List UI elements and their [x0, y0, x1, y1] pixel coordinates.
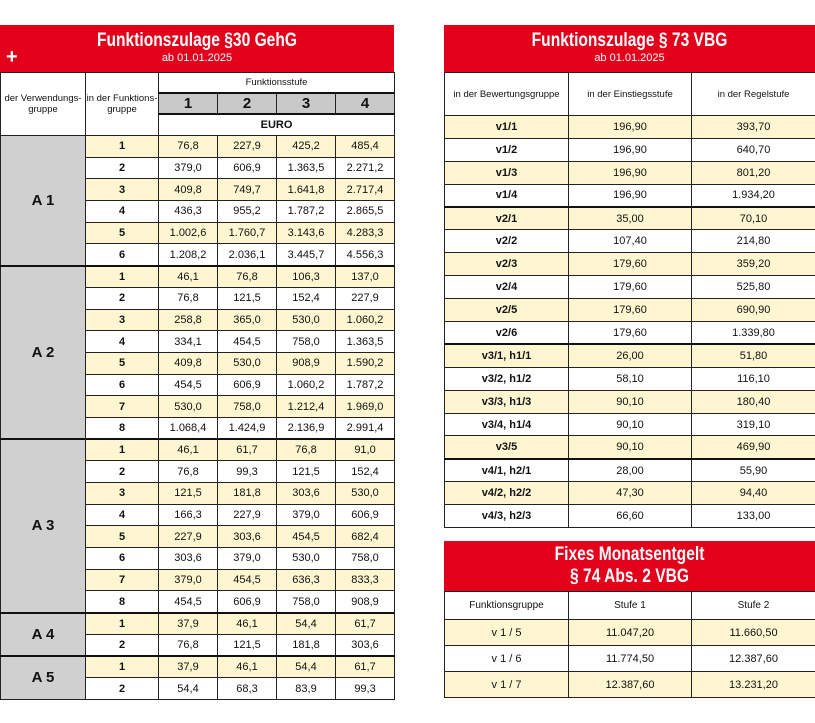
table-row — [445, 620, 815, 646]
plus-icon: + — [6, 46, 18, 68]
value-cell: 227,9 — [218, 136, 277, 158]
value-cell: 196,90 — [569, 184, 692, 207]
value-cell: 179,60 — [569, 276, 692, 299]
value-cell: 70,10 — [692, 207, 815, 230]
funktionsgruppe-cell: 5 — [86, 352, 159, 374]
value-cell: 1.002,6 — [159, 222, 218, 244]
table-row — [1, 656, 395, 678]
value-cell: 303,6 — [159, 548, 218, 570]
value-cell: 37,9 — [159, 656, 218, 678]
value-cell: 90,10 — [569, 436, 692, 459]
value-cell: 76,8 — [159, 634, 218, 656]
value-cell: 76,8 — [218, 266, 277, 288]
bewertungsgruppe-cell: v2/6 — [445, 322, 569, 345]
group-label: A 1 — [1, 136, 86, 266]
table-row — [445, 672, 815, 698]
bewertungsgruppe-cell: v1/4 — [445, 184, 569, 207]
value-cell: 319,10 — [692, 413, 815, 436]
funktionsgruppe-cell: v 1 / 7 — [445, 672, 569, 698]
bewertungsgruppe-cell: v2/2 — [445, 230, 569, 253]
value-cell: 908,9 — [277, 352, 336, 374]
value-cell: 94,40 — [692, 482, 815, 505]
value-cell: 1.590,2 — [336, 352, 395, 374]
value-cell: 180,40 — [692, 390, 815, 413]
value-cell: 1.060,2 — [277, 374, 336, 396]
value-cell: 1.424,9 — [218, 417, 277, 439]
value-cell: 46,1 — [218, 613, 277, 635]
value-cell: 379,0 — [159, 157, 218, 179]
funktionsgruppe-cell: 3 — [86, 483, 159, 505]
value-cell: 359,20 — [692, 253, 815, 276]
value-cell: 121,5 — [159, 483, 218, 505]
value-cell: 227,9 — [159, 526, 218, 548]
vbg-header — [444, 25, 815, 72]
col-bewertungsgruppe: in der Bewertungsgruppe — [445, 73, 569, 116]
group-label: A 4 — [1, 613, 86, 656]
bewertungsgruppe-cell: v2/3 — [445, 253, 569, 276]
value-cell: 379,0 — [218, 548, 277, 570]
value-cell: 227,9 — [336, 287, 395, 309]
bewertungsgruppe-cell: v1/2 — [445, 138, 569, 161]
value-cell: 758,0 — [218, 396, 277, 418]
value-cell: 758,0 — [336, 548, 395, 570]
vbg-title: Funktionszulage § 73 VBG — [531, 30, 728, 51]
table-row — [445, 344, 815, 367]
value-cell: 1.641,8 — [277, 179, 336, 201]
value-cell: 66,60 — [569, 505, 692, 528]
table-row — [445, 184, 815, 207]
fixes-table — [444, 591, 815, 698]
fixes-panel — [444, 541, 815, 698]
value-cell: 758,0 — [277, 591, 336, 613]
gehg-body — [1, 136, 395, 700]
value-cell: 116,10 — [692, 367, 815, 390]
value-cell: 106,3 — [277, 266, 336, 288]
value-cell: 606,9 — [218, 157, 277, 179]
value-cell: 133,00 — [692, 505, 815, 528]
funktionsgruppe-cell: 1 — [86, 613, 159, 635]
gehg-subtitle: ab 01.01.2025 — [161, 52, 233, 64]
bewertungsgruppe-cell: v1/1 — [445, 116, 569, 139]
value-cell: 525,80 — [692, 276, 815, 299]
value-cell: 425,2 — [277, 136, 336, 158]
value-cell: 908,9 — [336, 591, 395, 613]
col-funktionsgruppe-fixes: Funktionsgruppe — [445, 592, 569, 620]
funktionsgruppe-cell: 8 — [86, 591, 159, 613]
table-row — [445, 207, 815, 230]
value-cell: 393,70 — [692, 116, 815, 139]
group-label: A 3 — [1, 439, 86, 613]
value-cell: 530,0 — [218, 352, 277, 374]
table-row — [1, 136, 395, 158]
value-cell: 1.934,20 — [692, 184, 815, 207]
funktionsgruppe-cell: 7 — [86, 569, 159, 591]
funktionsgruppe-cell: 4 — [86, 504, 159, 526]
value-cell: 485,4 — [336, 136, 395, 158]
value-cell: 54,4 — [159, 678, 218, 700]
value-cell: 90,10 — [569, 390, 692, 413]
value-cell: 2.865,5 — [336, 201, 395, 223]
value-cell: 121,5 — [277, 461, 336, 483]
value-cell: 13.231,20 — [692, 672, 815, 698]
funktionsgruppe-cell: 5 — [86, 526, 159, 548]
value-cell: 46,1 — [159, 439, 218, 461]
value-cell: 1.969,0 — [336, 396, 395, 418]
bewertungsgruppe-cell: v3/4, h1/4 — [445, 413, 569, 436]
table-row — [1, 439, 395, 461]
fixes-body — [445, 620, 815, 698]
bewertungsgruppe-cell: v4/1, h2/1 — [445, 459, 569, 482]
value-cell: 91,0 — [336, 439, 395, 461]
fixes-title-1: Fixes Monatsentgelt — [554, 544, 705, 565]
value-cell: 409,8 — [159, 352, 218, 374]
gehg-table — [0, 72, 395, 700]
value-cell: 258,8 — [159, 309, 218, 331]
table-row — [445, 459, 815, 482]
table-row — [445, 299, 815, 322]
value-cell: 76,8 — [159, 287, 218, 309]
value-cell: 179,60 — [569, 299, 692, 322]
funktionsgruppe-cell: 4 — [86, 331, 159, 353]
value-cell: 179,60 — [569, 322, 692, 345]
vbg-body — [445, 116, 815, 528]
value-cell: 121,5 — [218, 287, 277, 309]
value-cell: 179,60 — [569, 253, 692, 276]
col-regelstufe: in der Regelstufe — [692, 73, 815, 116]
value-cell: 2.271,2 — [336, 157, 395, 179]
value-cell: 28,00 — [569, 459, 692, 482]
value-cell: 1.787,2 — [277, 201, 336, 223]
value-cell: 690,90 — [692, 299, 815, 322]
value-cell: 3.445,7 — [277, 244, 336, 266]
value-cell: 61,7 — [336, 656, 395, 678]
stufe-4-header: 4 — [336, 93, 395, 114]
funktionsgruppe-cell: 8 — [86, 417, 159, 439]
bewertungsgruppe-cell: v3/1, h1/1 — [445, 344, 569, 367]
value-cell: 640,70 — [692, 138, 815, 161]
value-cell: 181,8 — [218, 483, 277, 505]
value-cell: 379,0 — [159, 569, 218, 591]
value-cell: 2.991,4 — [336, 417, 395, 439]
bewertungsgruppe-cell: v3/3, h1/3 — [445, 390, 569, 413]
value-cell: 46,1 — [218, 656, 277, 678]
vbg-panel — [444, 25, 815, 528]
value-cell: 152,4 — [336, 461, 395, 483]
col-funktionsgruppe: in der Funktions-gruppe — [86, 73, 159, 136]
value-cell: 530,0 — [277, 309, 336, 331]
table-row — [1, 613, 395, 635]
value-cell: 758,0 — [277, 331, 336, 353]
funktionsgruppe-cell: 5 — [86, 222, 159, 244]
value-cell: 955,2 — [218, 201, 277, 223]
value-cell: 530,0 — [277, 548, 336, 570]
value-cell: 606,9 — [336, 504, 395, 526]
table-row — [445, 253, 815, 276]
value-cell: 682,4 — [336, 526, 395, 548]
value-cell: 99,3 — [218, 461, 277, 483]
bewertungsgruppe-cell: v2/4 — [445, 276, 569, 299]
value-cell: 196,90 — [569, 138, 692, 161]
vbg-subtitle: ab 01.01.2025 — [594, 52, 665, 64]
funktionsgruppe-cell: 6 — [86, 244, 159, 266]
value-cell: 801,20 — [692, 161, 815, 184]
value-cell: 606,9 — [218, 374, 277, 396]
value-cell: 365,0 — [218, 309, 277, 331]
value-cell: 54,4 — [277, 656, 336, 678]
value-cell: 436,3 — [159, 201, 218, 223]
bewertungsgruppe-cell: v2/1 — [445, 207, 569, 230]
funktionsgruppe-cell: 1 — [86, 656, 159, 678]
table-row — [1, 266, 395, 288]
value-cell: 37,9 — [159, 613, 218, 635]
col-verwendungsgruppe: der Verwendungs-gruppe — [1, 73, 86, 136]
value-cell: 99,3 — [336, 678, 395, 700]
stufe-1-header: 1 — [159, 93, 218, 114]
value-cell: 90,10 — [569, 413, 692, 436]
value-cell: 1.339,80 — [692, 322, 815, 345]
value-cell: 11.660,50 — [692, 620, 815, 646]
gehg-header — [0, 25, 394, 72]
value-cell: 530,0 — [159, 396, 218, 418]
value-cell: 166,3 — [159, 504, 218, 526]
funktionsgruppe-cell: 4 — [86, 201, 159, 223]
value-cell: 61,7 — [218, 439, 277, 461]
value-cell: 196,90 — [569, 116, 692, 139]
value-cell: 2.717,4 — [336, 179, 395, 201]
funktionsgruppe-cell: 7 — [86, 396, 159, 418]
value-cell: 83,9 — [277, 678, 336, 700]
value-cell: 303,6 — [336, 634, 395, 656]
table-row — [445, 367, 815, 390]
table-row — [445, 413, 815, 436]
funktionsgruppe-cell: 1 — [86, 439, 159, 461]
currency-label: EURO — [159, 114, 395, 135]
value-cell: 833,3 — [336, 569, 395, 591]
table-row — [445, 390, 815, 413]
col-einstiegsstufe: in der Einstiegsstufe — [569, 73, 692, 116]
vbg-table — [444, 72, 815, 528]
value-cell: 606,9 — [218, 591, 277, 613]
value-cell: 1.787,2 — [336, 374, 395, 396]
funktionsgruppe-cell: 1 — [86, 266, 159, 288]
bewertungsgruppe-cell: v3/2, h1/2 — [445, 367, 569, 390]
value-cell: 55,90 — [692, 459, 815, 482]
gehg-title: Funktionszulage §30 GehG — [96, 30, 297, 51]
value-cell: 47,30 — [569, 482, 692, 505]
table-row — [445, 276, 815, 299]
funktionsgruppe-cell: 6 — [86, 548, 159, 570]
value-cell: 2.036,1 — [218, 244, 277, 266]
value-cell: 2.136,9 — [277, 417, 336, 439]
funktionsgruppe-cell: 2 — [86, 678, 159, 700]
table-row — [445, 646, 815, 672]
value-cell: 227,9 — [218, 504, 277, 526]
value-cell: 1.363,5 — [336, 331, 395, 353]
funktionsgruppe-cell: 2 — [86, 634, 159, 656]
bewertungsgruppe-cell: v3/5 — [445, 436, 569, 459]
value-cell: 303,6 — [218, 526, 277, 548]
value-cell: 303,6 — [277, 483, 336, 505]
value-cell: 58,10 — [569, 367, 692, 390]
value-cell: 11.047,20 — [569, 620, 692, 646]
value-cell: 121,5 — [218, 634, 277, 656]
value-cell: 181,8 — [277, 634, 336, 656]
value-cell: 76,8 — [159, 136, 218, 158]
value-cell: 1.068,4 — [159, 417, 218, 439]
stufe-2-header: 2 — [218, 93, 277, 114]
bewertungsgruppe-cell: v4/3, h2/3 — [445, 505, 569, 528]
funktionsgruppe-cell: v 1 / 5 — [445, 620, 569, 646]
value-cell: 469,90 — [692, 436, 815, 459]
value-cell: 26,00 — [569, 344, 692, 367]
value-cell: 1.760,7 — [218, 222, 277, 244]
col-stufe-2: Stufe 2 — [692, 592, 815, 620]
table-row — [445, 322, 815, 345]
value-cell: 152,4 — [277, 287, 336, 309]
value-cell: 379,0 — [277, 504, 336, 526]
table-row — [445, 138, 815, 161]
value-cell: 68,3 — [218, 678, 277, 700]
value-cell: 454,5 — [159, 374, 218, 396]
value-cell: 1.212,4 — [277, 396, 336, 418]
value-cell: 409,8 — [159, 179, 218, 201]
funktionsgruppe-cell: 2 — [86, 157, 159, 179]
fixes-header — [444, 541, 815, 591]
value-cell: 1.060,2 — [336, 309, 395, 331]
funktionsgruppe-cell: 1 — [86, 136, 159, 158]
value-cell: 51,80 — [692, 344, 815, 367]
bewertungsgruppe-cell: v1/3 — [445, 161, 569, 184]
fixes-title-2: § 74 Abs. 2 VBG — [570, 566, 689, 587]
value-cell: 454,5 — [159, 591, 218, 613]
value-cell: 137,0 — [336, 266, 395, 288]
bewertungsgruppe-cell: v2/5 — [445, 299, 569, 322]
value-cell: 107,40 — [569, 230, 692, 253]
gehg-panel — [0, 25, 394, 700]
table-row — [445, 482, 815, 505]
col-funktionsstufe: Funktionsstufe — [159, 73, 395, 93]
value-cell: 35,00 — [569, 207, 692, 230]
value-cell: 4.556,3 — [336, 244, 395, 266]
value-cell: 46,1 — [159, 266, 218, 288]
value-cell: 1.208,2 — [159, 244, 218, 266]
value-cell: 12.387,60 — [692, 646, 815, 672]
value-cell: 454,5 — [277, 526, 336, 548]
funktionsgruppe-cell: v 1 / 6 — [445, 646, 569, 672]
value-cell: 454,5 — [218, 569, 277, 591]
funktionsgruppe-cell: 2 — [86, 287, 159, 309]
value-cell: 214,80 — [692, 230, 815, 253]
group-label: A 2 — [1, 266, 86, 440]
value-cell: 749,7 — [218, 179, 277, 201]
funktionsgruppe-cell: 2 — [86, 461, 159, 483]
group-label: A 5 — [1, 656, 86, 699]
value-cell: 196,90 — [569, 161, 692, 184]
value-cell: 530,0 — [336, 483, 395, 505]
table-row — [445, 436, 815, 459]
col-stufe-1: Stufe 1 — [569, 592, 692, 620]
table-row — [445, 116, 815, 139]
value-cell: 11.774,50 — [569, 646, 692, 672]
value-cell: 4.283,3 — [336, 222, 395, 244]
value-cell: 454,5 — [218, 331, 277, 353]
funktionsgruppe-cell: 3 — [86, 309, 159, 331]
bewertungsgruppe-cell: v4/2, h2/2 — [445, 482, 569, 505]
value-cell: 76,8 — [277, 439, 336, 461]
funktionsgruppe-cell: 6 — [86, 374, 159, 396]
value-cell: 54,4 — [277, 613, 336, 635]
table-row — [445, 230, 815, 253]
value-cell: 76,8 — [159, 461, 218, 483]
value-cell: 61,7 — [336, 613, 395, 635]
table-row — [445, 161, 815, 184]
table-row — [445, 505, 815, 528]
value-cell: 3.143,6 — [277, 222, 336, 244]
funktionsgruppe-cell: 3 — [86, 179, 159, 201]
value-cell: 12.387,60 — [569, 672, 692, 698]
value-cell: 1.363,5 — [277, 157, 336, 179]
value-cell: 334,1 — [159, 331, 218, 353]
stufe-3-header: 3 — [277, 93, 336, 114]
value-cell: 636,3 — [277, 569, 336, 591]
